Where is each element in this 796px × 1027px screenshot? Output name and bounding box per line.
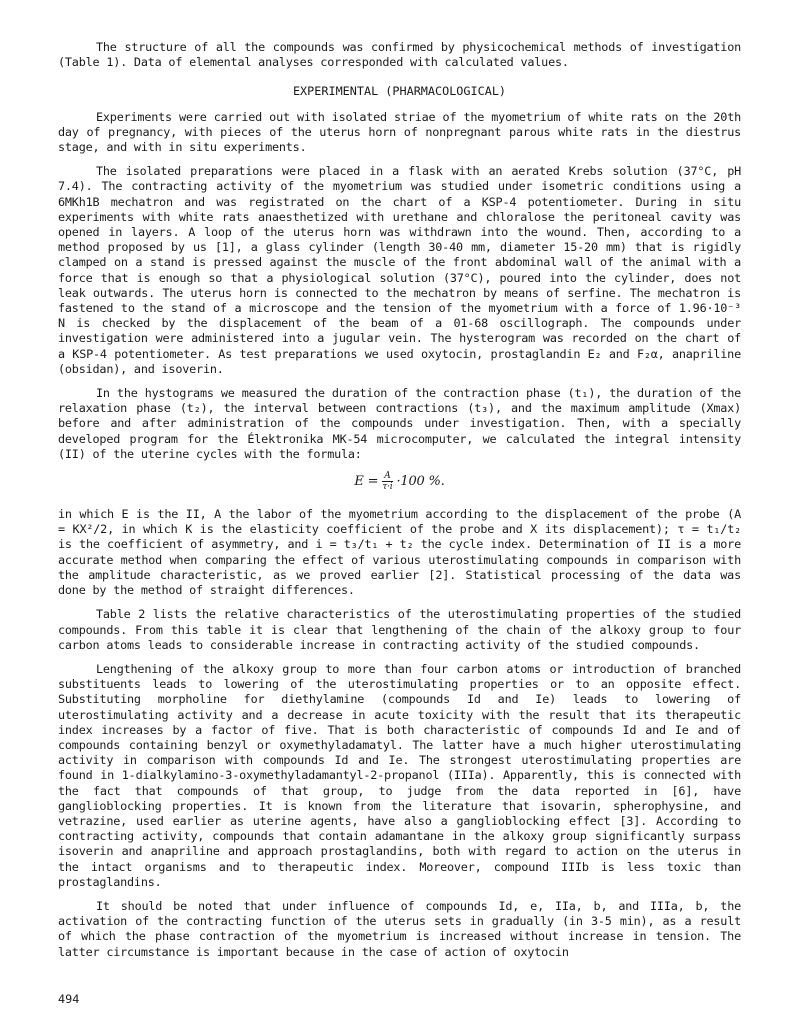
paragraph-formula-explanation: in which E is the II, A the labor of the myometrium according to the displacement of the probe (A = KX²/2, in which K is the elasticity coefficient of the probe and X its displacement); τ = t₁/t₂ is the coefficient of asymmetry, and i = t₃/t₁ + t₂ the cycle index. Determination of II is a more accurate method when comparing the effect of various uterostimulating compounds in comparison with the amplitude characteristic, as we proved earlier [2]. Statistical processing of the data was done by the method of straight differences. [58,507,741,598]
formula-denominator: τ·i [382,482,393,493]
formula-fraction [382,471,392,492]
document-page [58,40,741,969]
paragraph-experiments: Experiments were carried out with isolated striae of the myometrium of white rats on the 20th day of pregnancy, with pieces of the uterus horn of nonpregnant parous white rats in the diestrus stage, and with in situ experiments. [58,109,741,155]
paragraph-alkoxy-lengthening: Lengthening of the alkoxy group to more than four carbon atoms or introduction of branched substituents leads to lowering of the uterostimulating properties or to an opposite effect. Substituting morpholine for diethylamine (compounds Id and Ie) leads to lowering of uterostimulating activity and a decrease in acute toxicity with the result that its therapeutic index increases by a factor of five. That is both characteristic of compounds Id and Ie and of compounds containing benzyl or oxymethyladamatyl. The latter have a much higher uterostimulating activity in comparison with compounds Id and Ie. The strongest uterostimulating properties are found in 1-dialkylamino-3-oxymethyladamantyl-2-propanol (IIIa). Apparently, this is connected with the fact that compounds of that group, to judge from the data reported in [6], have ganglioblocking properties. It is known from the literature that isovarin, spherophysine, and vetrazine, used earlier as uterine agents, have also a ganglioblocking effect [3]. According to contracting activity, compounds that contain adamantane in the alkoxy group significantly surpass isoverin and anapriline and approach prostaglandins, both with regard to action on the uterus in the intact organisms and to therapeutic index. Moreover, compound IIIb is less toxic than prostaglandins. [58,661,741,889]
section-heading: EXPERIMENTAL (PHARMACOLOGICAL) [292,84,507,99]
formula-rhs: ·100 %. [396,474,445,490]
formula-lhs: E = [354,474,379,490]
paragraph-isolated-preparations: The isolated preparations were placed in a flask with an aerated Krebs solution (37°C, pH 7.4). The contracting activity of the myometrium was studied under isometric conditions using a 6MKh1B mechatron and was registrated on the chart of a KSP-4 potentiometer. During in situ experiments with white rats anaesthetized with urethane and chloralose the peritoneal cavity was opened in layers. A loop of the uterus horn was withdrawn into the wound. Then, according to a method proposed by us [1], a glass cylinder (length 30-40 mm, diameter 15-20 mm) that is rigidly clamped on a stand is pressed against the muscle of the front abdominal wall of the animal with a force that is enough so that a physiological solution (37°C), poured into the cylinder, does not leak outwards. The uterus horn is connected to the mechatron by means of serfine. The mechatron is fastened to the stand of a microscope and the tension of the myometrium with a force of 1.96·10⁻³ N is checked by the displacement of the beam of a 01-68 oscillograph. The compounds under investigation were administered into a jugular vein. The hysterogram was recorded on the chart of a KSP-4 potentiometer. As test preparations we used oxytocin, prostaglandin E₂ and F₂α, anapriline (obsidan), and isoverin. [58,164,741,376]
paragraph-activation-note: It should be noted that under influence of compounds Id, e, IIa, b, and IIIa, b, the activation of the contracting function of the uterus sets in gradually (in 3-5 min), as a result of which the phase contraction of the myometrium is increased without increase in tension. The latter circumstance is important because in the case of action of oxytocin [58,898,741,959]
paragraph-table-2: Table 2 lists the relative characteristics of the uterostimulating properties of the studied compounds. From this table it is clear that lengthening of the chain of the alkoxy group to four carbon atoms leads to considerable increase in contracting activity of the studied compounds. [58,607,741,652]
paragraph-structure-confirmation: The structure of all the compounds was confirmed by physicochemical methods of investigation (Table 1). Data of elemental analyses corresponded with calculated values. [58,40,741,70]
page-number: 494 [58,992,80,1006]
formula-numerator: A [384,471,391,482]
paragraph-hystograms: In the hystograms we measured the duration of the contraction phase (t₁), the duration of the relaxation phase (t₂), the interval between contractions (t₃), and the maximum amplitude (Xmax) before and after administration of the compounds under investigation. Then, with a specially developed program for the Élektronika MK-54 microcomputer, we calculated the integral intensity (II) of the uterine cycles with the formula: [58,386,741,461]
integral-intensity-formula [58,471,741,497]
